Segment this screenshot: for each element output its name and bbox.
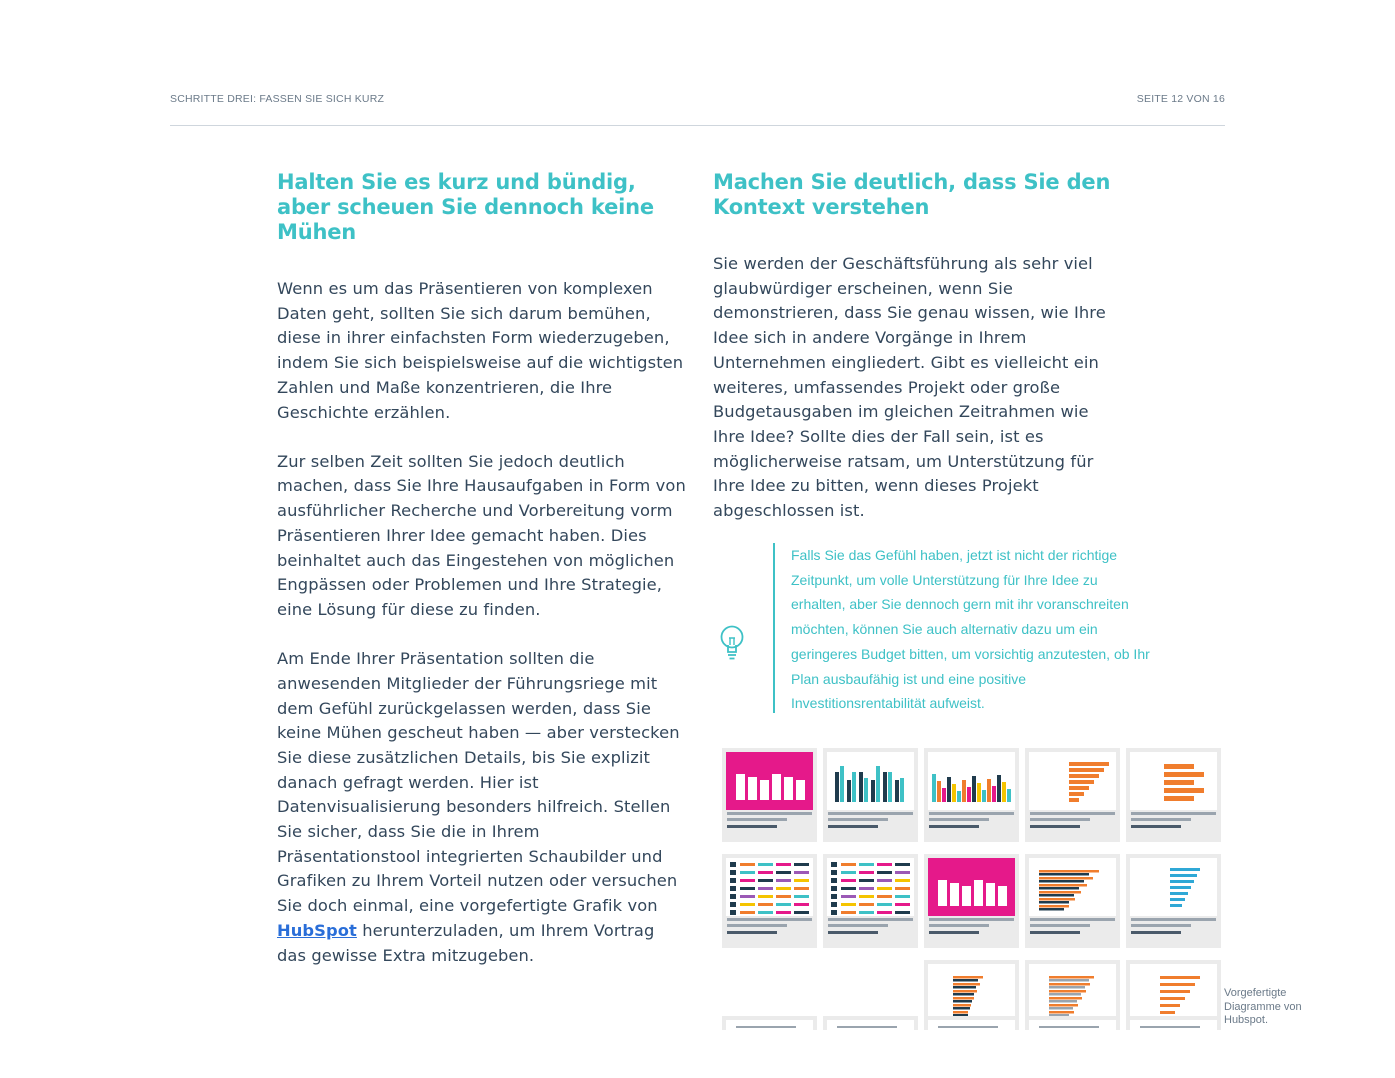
left-heading: Halten Sie es kurz und bündig, aber scheuen Sie dennoch keine Mühen: [277, 170, 654, 244]
thumbnail-graphic: [1130, 752, 1217, 810]
thumbnail-graphic: [1130, 858, 1217, 916]
right-paragraph-1: Sie werden der Geschäftsführung als sehr viel glaubwürdiger erscheinen, wenn Sie demonstrieren, dass Sie genau wissen, wie Ihre Idee sich in andere Vorgänge in Ihrem Unternehmen eingliedert. Gibt es vielleicht ein weiteres, umfassendes Projekt oder große Budgetausgaben im gleichen Zeitrahmen wie Ihre Idee? Sollte dies der Fall sein, ist es möglicherweise ratsam, um Unterstützung für Ihre Idee zu bitten, wenn dieses Projekt abgeschlossen ist.: [713, 254, 1106, 521]
right-column: [713, 170, 1123, 524]
tip-callout: [773, 543, 1151, 713]
thumbnail-caption-line: [1030, 918, 1115, 921]
left-paragraph-2: Zur selben Zeit sollten Sie jedoch deutlich machen, dass Sie Ihre Hausaufgaben in Form von ausführlicher Recherche und Vorbereitung vorm Präsentieren Ihrer Idee gemacht haben. Dies beinhaltet auch das Eingestehen von möglichen Engpässen oder Problemen und Ihre Strategie, eine Lösung für diese zu finden.: [277, 451, 686, 619]
thumbnail-caption-line: [828, 818, 888, 821]
chart-thumbnail: [1025, 748, 1120, 842]
thumbnail-graphic: [1130, 964, 1217, 1022]
thumbnail-graphic: [928, 752, 1015, 810]
chart-thumbnail: [1025, 854, 1120, 948]
thumbnail-graphic: [1029, 858, 1116, 916]
thumbnail-caption-line: [828, 825, 878, 828]
thumbnail-caption-line: [1030, 924, 1090, 927]
thumbnail-graphic: [928, 1020, 1015, 1030]
thumbnail-caption-line: [828, 812, 913, 815]
thumbnail-caption-line: [828, 931, 878, 934]
left-column: [277, 170, 687, 968]
left-paragraph-3: [277, 647, 687, 968]
chart-thumbnail: [924, 1016, 1019, 1030]
lightbulb-icon: [716, 624, 748, 662]
thumbnail-graphic: [726, 858, 813, 916]
chart-thumbnail: [722, 748, 817, 842]
thumbnail-graphic: [726, 1020, 813, 1030]
thumbnail-caption-line: [1131, 918, 1216, 921]
thumbnail-caption-line: [1131, 818, 1191, 821]
page-number: SEITE 12 VON 16: [1136, 93, 1225, 105]
chart-thumbnail: [924, 854, 1019, 948]
chart-thumbnail: [823, 1016, 918, 1030]
thumbnail-caption-line: [1131, 924, 1191, 927]
thumbnail-caption-line: [929, 825, 979, 828]
thumbnail-caption-line: [1030, 812, 1115, 815]
thumbnail-caption-line: [727, 931, 777, 934]
thumbnail-graphic: [1029, 964, 1116, 1022]
thumbnail-caption-line: [929, 818, 989, 821]
thumbnail-graphic: [1029, 1020, 1116, 1030]
chart-thumbnail: [924, 748, 1019, 842]
chart-thumbnail: [1126, 748, 1221, 842]
left-paragraph-3-end: herunterzuladen, um Ihrem Vortrag das gewisse Extra mitzugeben.: [277, 920, 655, 965]
running-header-section: SCHRITTE DREI: FASSEN SIE SICH KURZ: [170, 93, 385, 105]
thumbnail-caption-line: [727, 924, 787, 927]
thumbnail-graphic: [1130, 1020, 1217, 1030]
chart-thumbnail: [1126, 854, 1221, 948]
thumbnail-caption-line: [1131, 825, 1181, 828]
left-paragraph-3-start: Am Ende Ihrer Präsentation sollten die anwesenden Mitglieder der Führungsriege mit dem Gefühl zurückgelassen werden, dass Sie keine Mühen gescheut haben — aber verstecken Sie diese zusätzlichen Details, bis Sie explizit danach gefragt werden. Hier ist Datenvisualisierung besonders hilfreich. Stellen Sie sicher, dass Sie die in Ihrem Präsentationstool integrierten Schaubilder und Grafiken zu Ihrem Vorteil nutzen oder versuchen Sie doch einmal, eine vorgefertigte Grafik von: [277, 649, 680, 916]
chart-thumbnail: [722, 854, 817, 948]
chart-thumbnail: [1126, 1016, 1221, 1030]
thumbnail-graphic: [827, 1020, 914, 1030]
thumbnail-caption-line: [727, 825, 777, 828]
chart-thumbnail-grid: [722, 748, 1222, 1030]
thumbnail-caption-line: [828, 918, 913, 921]
thumbnail-caption-line: [727, 812, 812, 815]
thumbnail-caption-line: [929, 918, 1014, 921]
chart-thumbnail: [823, 748, 918, 842]
right-heading: Machen Sie deutlich, dass Sie den Kontext verstehen: [713, 170, 1111, 219]
thumbnail-caption-line: [929, 931, 979, 934]
thumbnail-caption-line: [929, 812, 1014, 815]
thumbnail-graphic: [1029, 752, 1116, 810]
left-paragraph-1: Wenn es um das Präsentieren von komplexen Daten geht, sollten Sie sich darum bemühen, diese in ihrer einfachsten Form wiederzugeben, indem Sie sich beispielsweise auf die wichtigsten Zahlen und Maße konzentrieren, die Ihre Geschichte erzählen.: [277, 279, 684, 422]
hubspot-link[interactable]: HubSpot: [277, 920, 357, 940]
thumbnail-caption-line: [1131, 931, 1181, 934]
thumbnail-graphic: [827, 858, 914, 916]
thumbnail-graphic: [928, 964, 1015, 1022]
thumbnail-caption-line: [1030, 825, 1080, 828]
thumbnail-graphic: [726, 752, 813, 810]
thumbnail-graphic: [928, 858, 1015, 916]
thumbnail-caption-line: [828, 924, 888, 927]
header-divider: [170, 125, 1225, 126]
thumbnail-caption-line: [727, 818, 787, 821]
thumbnail-caption-line: [1030, 818, 1090, 821]
chart-thumbnail: [722, 1016, 817, 1030]
thumbnail-caption-line: [727, 918, 812, 921]
chart-thumbnail: [1025, 1016, 1120, 1030]
thumbnail-caption-line: [929, 924, 989, 927]
chart-thumbnail: [823, 854, 918, 948]
thumbnail-caption-line: [1131, 812, 1216, 815]
thumbnail-caption-line: [1030, 931, 1080, 934]
figure-caption: Vorgefertigte Diagramme von Hubspot.: [1224, 987, 1302, 1026]
thumbnail-graphic: [827, 752, 914, 810]
tip-callout-text: Falls Sie das Gefühl haben, jetzt ist nicht der richtige Zeitpunkt, um volle Unterstützung für Ihre Idee zu erhalten, aber Sie dennoch gern mit ihr voranschreiten möchten, können Sie auch alternativ dazu um ein geringeres Budget bitten, um vorsichtig anzutesten, ob Ihr Plan ausbaufähig ist und eine positive Investitionsrentabilität aufweist.: [791, 547, 1150, 712]
